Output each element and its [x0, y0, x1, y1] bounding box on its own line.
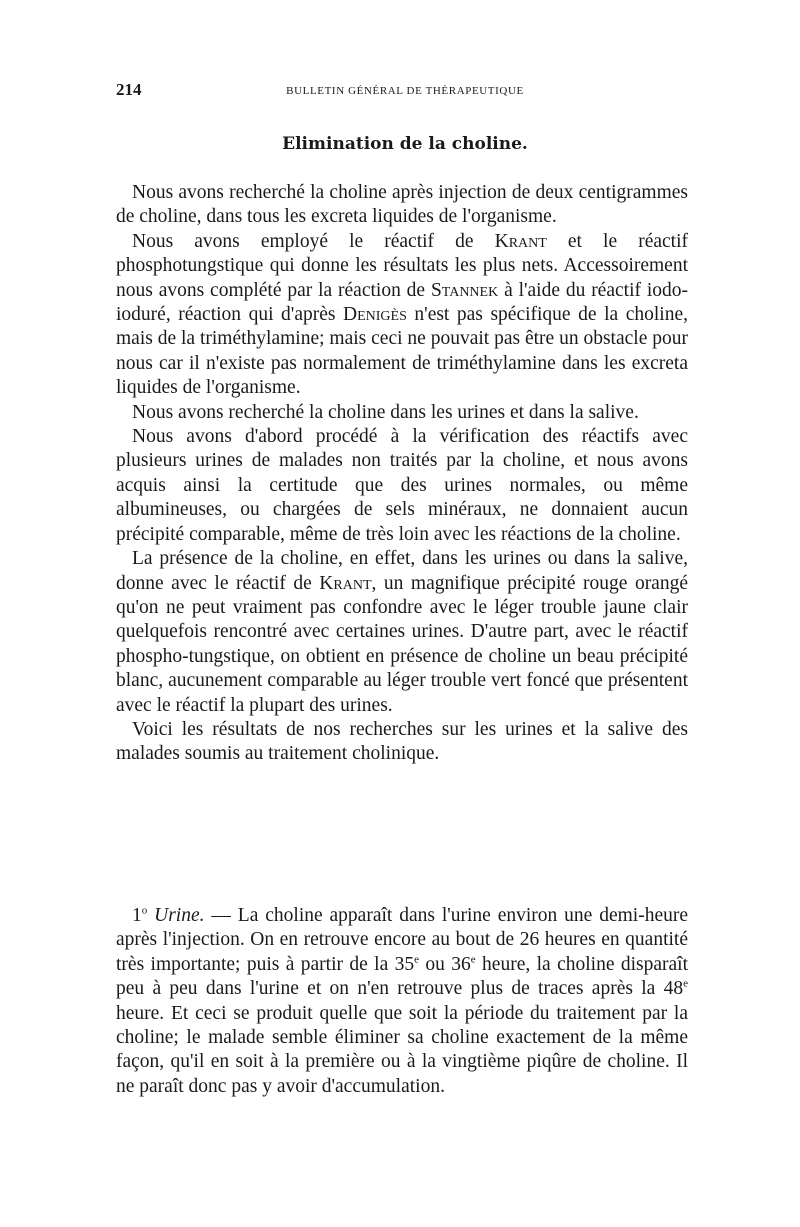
paragraph-3: Nous avons recherché la choline dans les urines et dans la salive.: [132, 401, 639, 423]
paragraph-2-text-b: et le réactif phosphotungstique qui donne les résultats les plus nets. Accessoirement nous avons complété par la réaction de: [116, 230, 689, 301]
item-label: Urine.: [154, 905, 205, 926]
author-name-deniges: Denigès: [343, 304, 407, 326]
paragraph-2-text-d: n'est pas spécifique de la choline, mais de la triméthylamine; mais ceci ne pouvait pas être un obstacle pour nous car il n'existe pas normalement de triméthylamine dans les excreta liquides de l'organisme.: [116, 304, 688, 399]
urine-section: [116, 904, 688, 1099]
main-text-block: [116, 181, 688, 767]
paragraph-5: [116, 547, 688, 718]
paragraph-6: Voici les résultats de nos recherches sur les urines et la salive des malades soumis au traitement cholinique.: [116, 718, 688, 765]
paragraph-2-text-a: Nous avons employé le réactif de: [132, 230, 495, 252]
author-name-krant-2: Krant: [319, 572, 372, 594]
urine-text-d: heure. Et ceci se produit quelle que soit la période du traitement par la choline; le malade semble éliminer sa choline exactement de la même façon, qu'il en soit à la première ou à la vingtième piqûre de choline. Il ne paraît donc pas y avoir d'accumulation.: [116, 1002, 688, 1097]
ordinal-sup-1: e: [414, 953, 419, 966]
paragraph-2: [116, 230, 688, 401]
paragraph-2-text-c: à l'aide du réactif iodo-ioduré, réaction qui d'après: [116, 279, 688, 326]
ordinal-sup-3: e: [683, 977, 688, 990]
running-title: BULLETIN GÉNÉRAL DE THÉRAPEUTIQUE: [286, 85, 524, 97]
author-name-krant: Krant: [494, 230, 547, 252]
ordinal-sup-2: e: [470, 953, 476, 966]
paragraph-5-text-a: La présence de la choline, en effet, dans les urines ou dans la salive, donne avec le réactif de: [116, 548, 688, 594]
paragraph-1: Nous avons recherché la choline après injection de deux centigrammes de choline, dans tous les excreta liquides de l'organisme.: [116, 182, 688, 228]
urine-text-c: heure, la choline disparaît peu à peu dans l'urine et on n'en retrouve plus de traces après la 48: [116, 953, 689, 1000]
section-title: Elimination de la choline.: [282, 134, 528, 154]
urine-text-a: — La choline apparaît dans l'urine environ une demi-heure après l'injection. On en retrouve encore au bout de 26 heures en quantité très importante; puis à partir de la 35: [116, 905, 688, 975]
urine-text-b: ou 36: [419, 953, 471, 975]
page-number: 214: [116, 80, 142, 99]
paragraph-4: Nous avons d'abord procédé à la vérification des réactifs avec plusieurs urines de malades non traités par la choline, et nous avons acquis ainsi la certitude que des urines normales, ou même albumineuses, ou chargées de sels minéraux, ne donnaient aucun précipité comparable, même de très loin avec les réactions de la choline.: [116, 426, 688, 545]
item-number: 1: [132, 905, 142, 926]
paragraph-5-text-b: , un magnifique précipité rouge orangé qu'on ne peut vraiment pas confondre avec le léger trouble jaune clair quelquefois rencontré avec certaines urines. D'autre part, avec le réactif phospho-tungstique, on obtient en présence de choline un beau précipité blanc, aucunement comparable au léger trouble vert foncé que présentent avec le réactif la plupart des urines.: [116, 572, 688, 716]
author-name-stannek: Stannek: [430, 279, 499, 301]
item-degree: o: [141, 904, 148, 917]
paragraph-urine: [116, 904, 688, 1099]
